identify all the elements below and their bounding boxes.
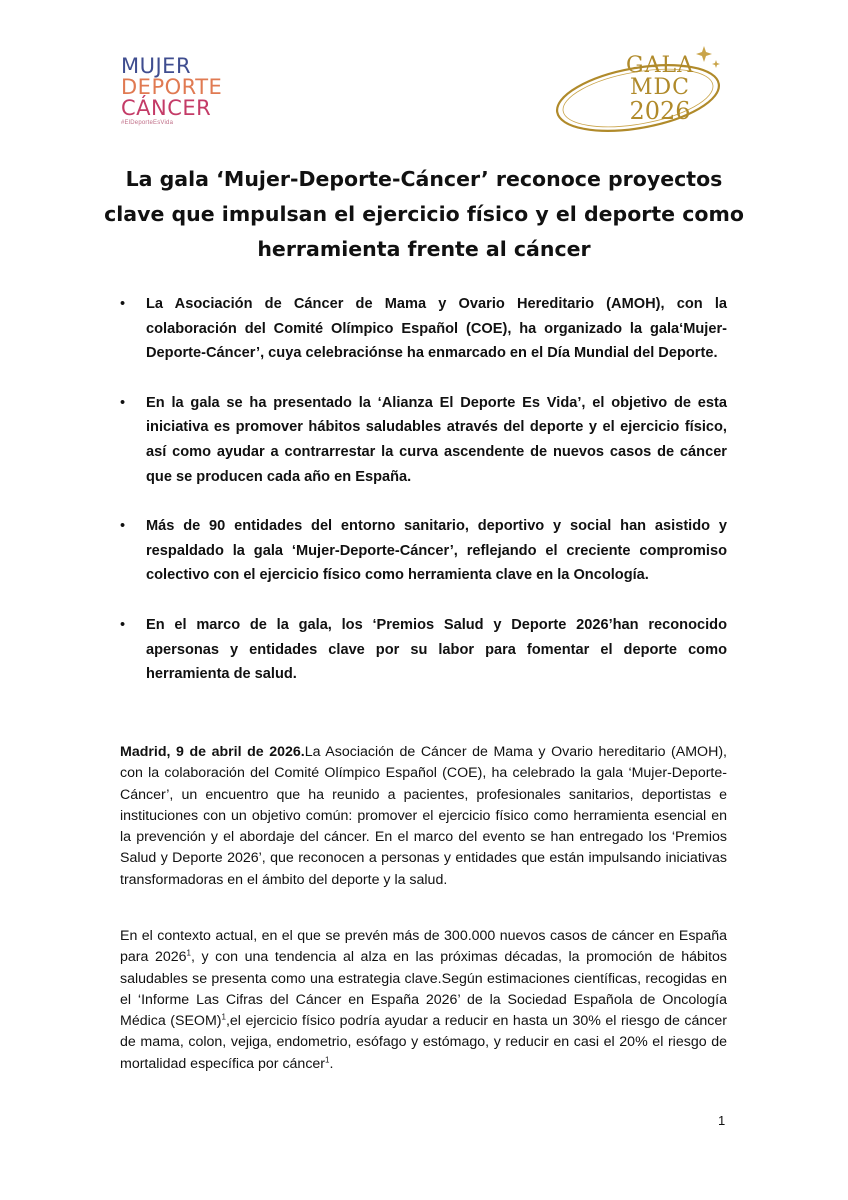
summary-bullet xyxy=(120,292,727,366)
page-number: 1 xyxy=(718,1113,726,1128)
body-paragraph-1 xyxy=(120,742,727,891)
bullet-text: Más de 90 entidades del entorno sanitario, deportivo y social han asistido y respaldado la gala ‘Mujer-Deporte-Cáncer’, reflejando el creciente compromiso colectivo con el ejercicio físico como herramienta clave en la Oncología. xyxy=(146,518,727,584)
logo-line-deporte: DEPORTE xyxy=(121,75,223,99)
summary-bullet-list xyxy=(120,292,727,712)
body-paragraph-2 xyxy=(120,926,727,1075)
gala-year: 2026 xyxy=(629,97,691,125)
bullet-text: En el marco de la gala, los ‘Premios Salud y Deporte 2026’han reconocido apersonas y entidades clave por su labor para fomentar el deporte como herramienta de salud. xyxy=(146,616,727,683)
gala-mdc-word: MDC xyxy=(630,75,690,100)
press-release-title: La gala ‘Mujer-Deporte-Cáncer’ reconoce proyectos clave que impulsan el ejercicio físico y el deporte como herramienta frente al cáncer xyxy=(104,167,744,261)
mujer-deporte-cancer-logo xyxy=(121,56,241,126)
bullet-icon: • xyxy=(120,616,126,633)
summary-bullet xyxy=(120,613,727,687)
bullet-text: En la gala se ha presentado la ‘Alianza El Deporte Es Vida’, el objetivo de esta iniciativa es promover hábitos saludables através del deporte y el ejercicio físico, así como ayudar a contrarrestar la curva ascendente de nuevos casos de cáncer que se producen cada año en España. xyxy=(146,394,727,485)
paragraph-text: En el contexto actual, en el que se prevén más de 300.000 nuevos casos de cáncer en España para 2026 xyxy=(120,928,727,966)
bullet-icon: • xyxy=(120,296,126,312)
summary-bullet xyxy=(120,514,727,588)
gala-word: GALA xyxy=(626,53,694,78)
bullet-icon: • xyxy=(120,518,126,535)
logo-line-mujer: MUJER xyxy=(121,54,192,78)
footnote-ref: 1 xyxy=(221,1012,226,1022)
gala-mdc-logo xyxy=(552,40,724,140)
paragraph-text: La Asociación de Cáncer de Mama y Ovario hereditario (AMOH), con la colaboración del Comité Olímpico Español (COE), ha celebrado la gala ‘Mujer-Deporte-Cáncer’, un encuentro que ha reunido a pacientes, profesionales sanitarios, deportistas e instituciones con un objetivo común: promover el ejercicio físico como herramienta esencial en la prevención y el abordaje del cáncer. En el marco del evento se han entregado los ‘Premios Salud y Deporte 2026’, que reconocen a personas y entidades que están impulsando iniciativas transformadoras en el ámbito del deporte y la salud. xyxy=(120,744,727,888)
summary-bullet xyxy=(120,391,727,489)
logo-hashtag: #ElDeporteEsVida xyxy=(121,120,174,126)
logo-line-cancer: CÁNCER xyxy=(121,96,212,120)
footnote-ref: 1 xyxy=(325,1055,330,1065)
footnote-ref: 1 xyxy=(186,948,191,958)
paragraph-text: . xyxy=(329,1055,334,1072)
bullet-text: La Asociación de Cáncer de Mama y Ovario Hereditario (AMOH), con la colaboración del Comité Olímpico Español (COE), ha organizado la gala‘Mujer-Deporte-Cáncer’, cuya celebraciónse ha enmarcado en el Día Mundial del Deporte. xyxy=(146,296,727,362)
bullet-icon: • xyxy=(120,394,126,411)
dateline: Madrid, 9 de abril de 2026. xyxy=(120,744,305,760)
paragraph-text: ,el ejercicio físico podría ayudar a reducir en hasta un 30% el riesgo de cáncer de mama, colon, vejiga, endometrio, esófago y estómago, y reducir en casi el 20% el riesgo de mortalidad específica por cáncer xyxy=(120,1013,728,1072)
paragraph-text: , y con una tendencia al alza en las próximas décadas, la promoción de hábitos saludables se presenta como una estrategia clave.Según estimaciones científicas, recogidas en el ‘Informe Las Cifras del Cáncer en España 2026’ de la Sociedad Española de Oncología Médica (SEOM) xyxy=(120,949,727,1030)
